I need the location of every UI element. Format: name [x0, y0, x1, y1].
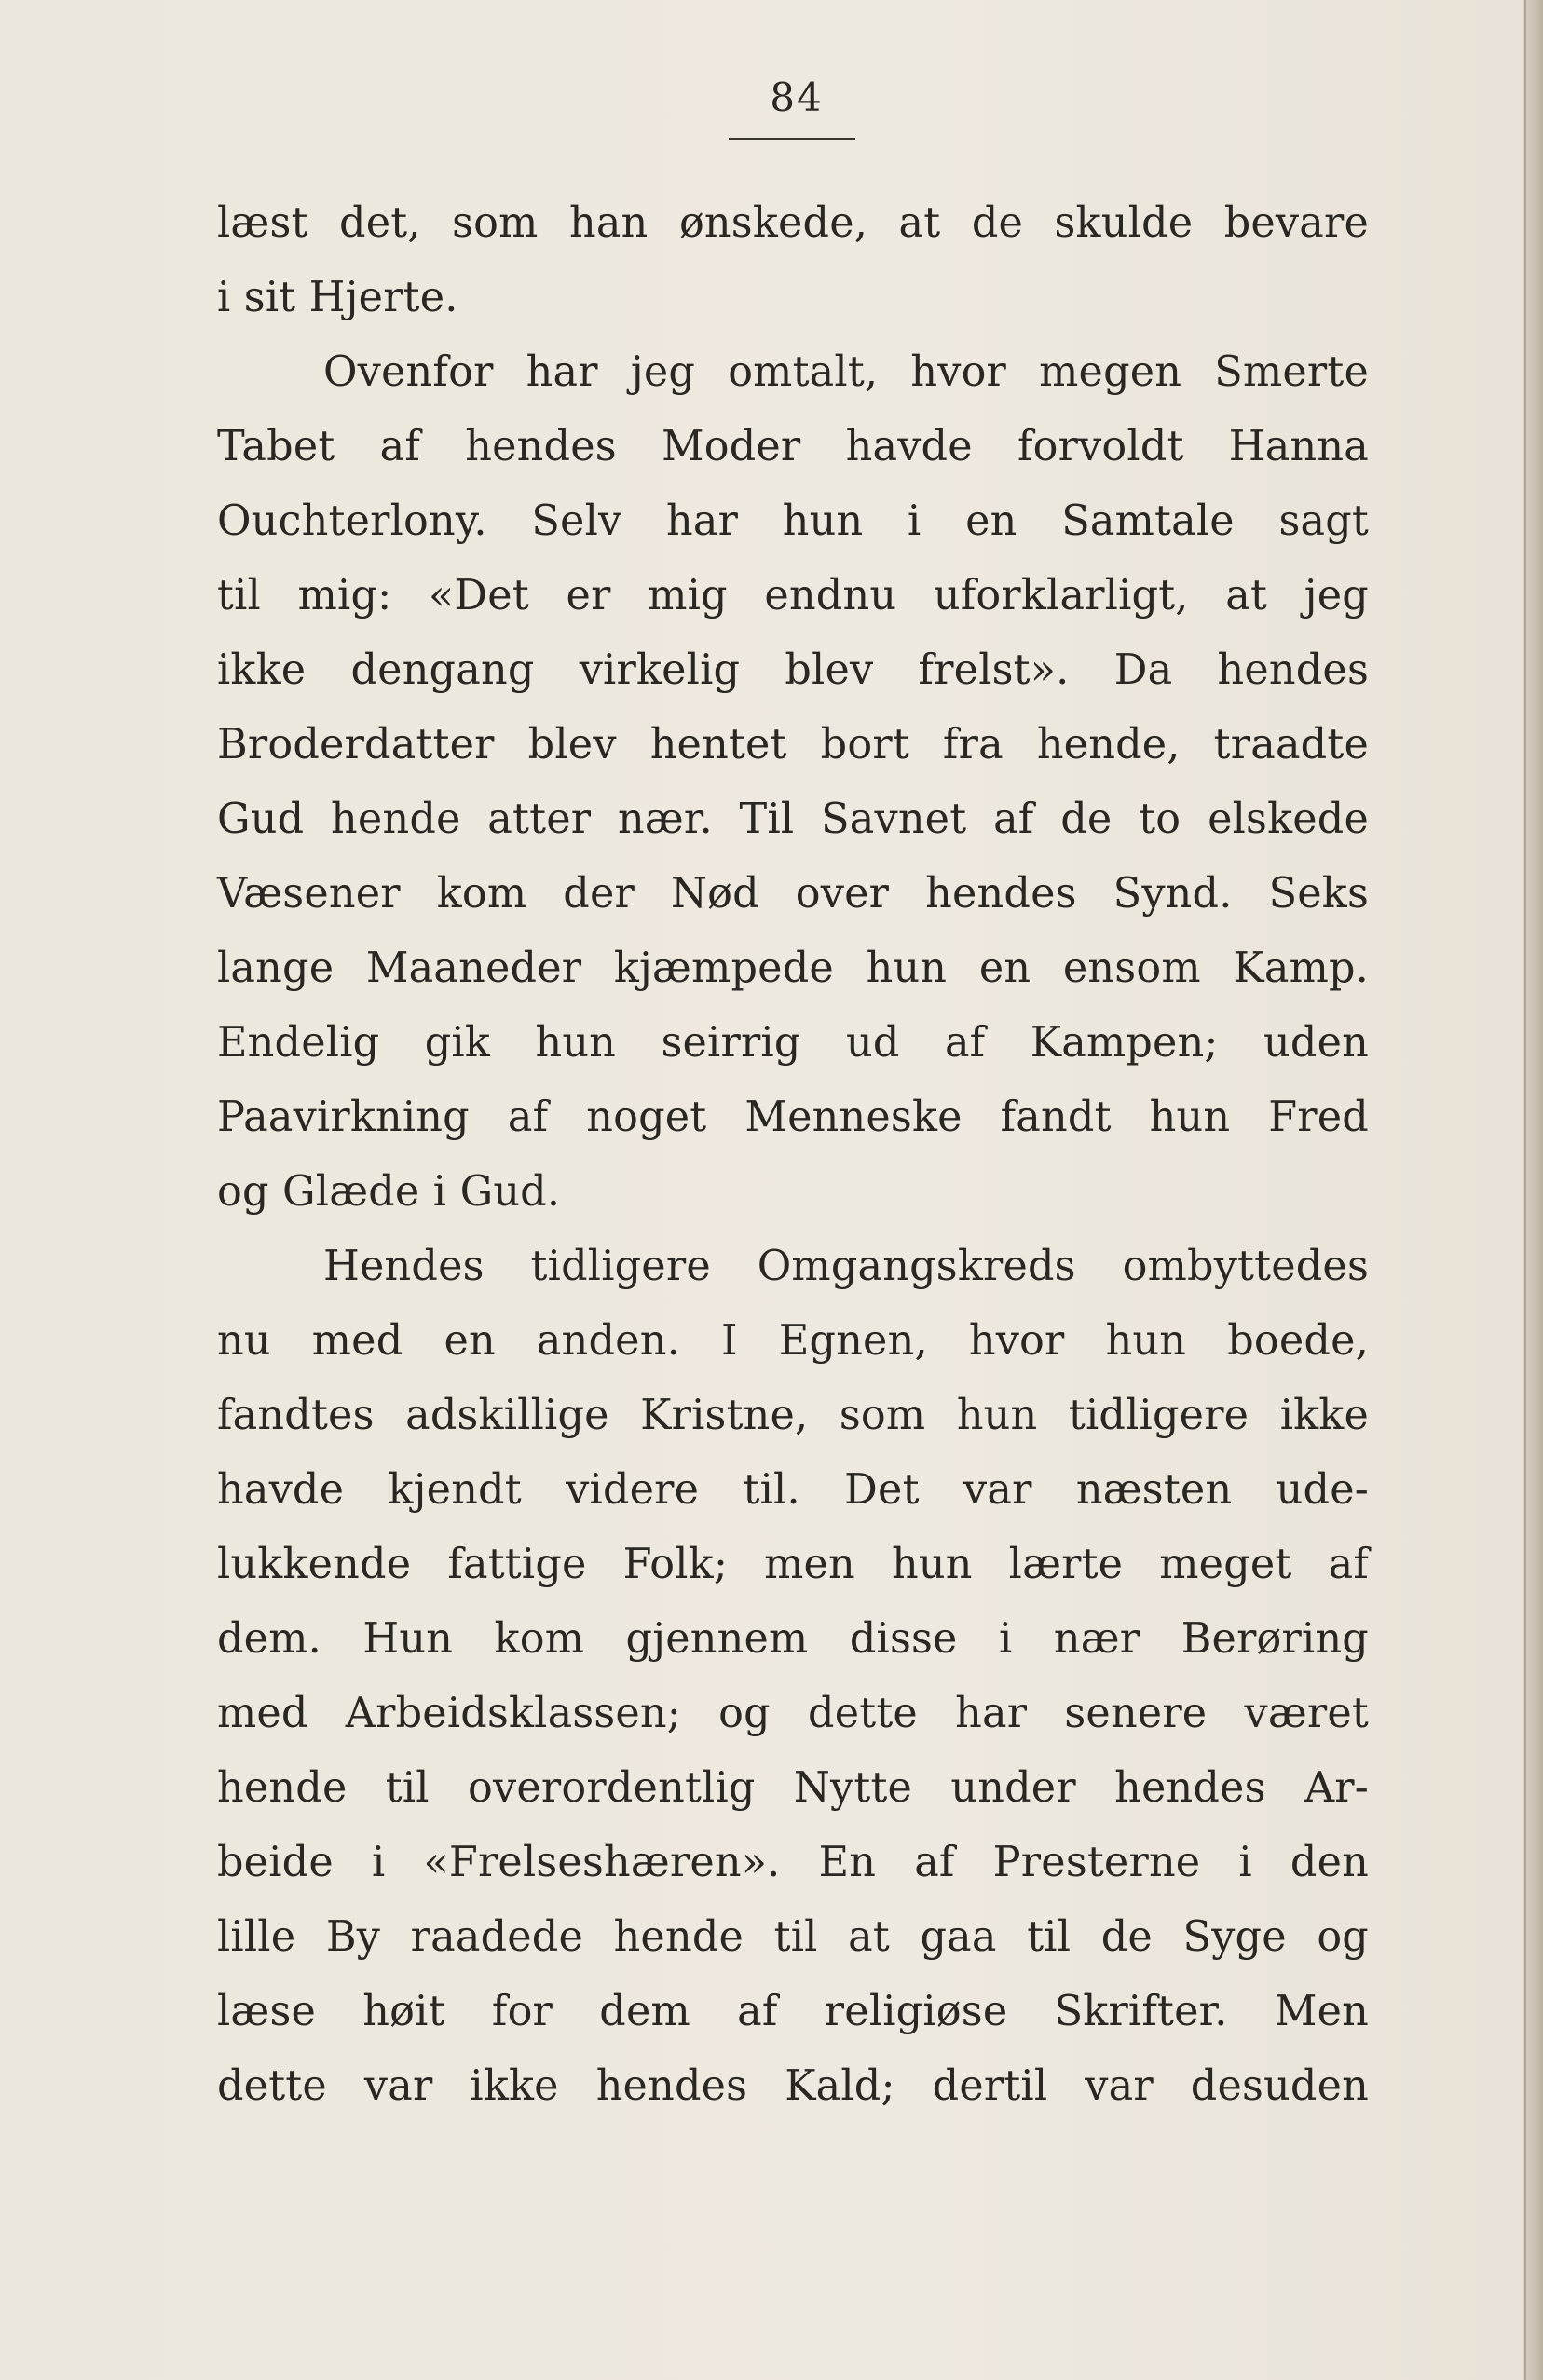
text-line: havde kjendt videre til. Det var næsten ude- [217, 1466, 1369, 1514]
text-line: til mig: «Det er mig endnu uforklarligt, at jeg [217, 572, 1369, 619]
text-line: Paavirkning af noget Menneske fandt hun Fred [217, 1094, 1369, 1141]
text-line: ikke dengang virkelig blev frelst». Da hendes [217, 646, 1369, 694]
text-line: hende til overordentlig Nytte under hendes Ar- [217, 1764, 1369, 1812]
page-edge-line [1524, 0, 1526, 2380]
text-line: Ovenfor har jeg omtalt, hvor megen Smerte [323, 348, 1369, 396]
text-line: Endelig gik hun seirrig ud af Kampen; uden [217, 1019, 1369, 1067]
text-line: dette var ikke hendes Kald; dertil var desuden [217, 2062, 1369, 2110]
page-number-rule [729, 138, 855, 140]
text-line: beide i «Frelseshæren». En af Presterne i den [217, 1839, 1369, 1886]
text-line: Hendes tidligere Omgangskreds ombyttedes [323, 1243, 1369, 1290]
text-line: og Glæde i Gud. [217, 1168, 561, 1216]
text-line: Ouchterlony. Selv har hun i en Samtale sagt [217, 497, 1369, 545]
text-line: dem. Hun kom gjennem disse i nær Berøring [217, 1615, 1369, 1663]
text-line: læst det, som han ønskede, at de skulde bevare [217, 199, 1369, 247]
text-line: fandtes adskillige Kristne, som hun tidligere ikke [217, 1392, 1369, 1439]
text-line: Broderdatter blev hentet bort fra hende, traadte [217, 721, 1369, 768]
text-line: lukkende fattige Folk; men hun lærte meget af [217, 1541, 1369, 1588]
text-line: med Arbeidsklassen; og dette har senere været [217, 1690, 1369, 1737]
text-line: lange Maaneder kjæmpede hun en ensom Kamp. [217, 945, 1369, 992]
text-line: Væsener kom der Nød over hendes Synd. Seks [217, 870, 1369, 918]
text-line: nu med en anden. I Egnen, hvor hun boede, [217, 1317, 1369, 1365]
text-line: Gud hende atter nær. Til Savnet af de to elskede [217, 796, 1369, 843]
body-text [217, 186, 1369, 2124]
text-line: lille By raadede hende til at gaa til de Syge og [217, 1913, 1369, 1961]
page-number: 84 [770, 75, 824, 120]
text-line: læse høit for dem af religiøse Skrifter. Men [217, 1988, 1369, 2035]
text-line: Tabet af hendes Moder havde forvoldt Hanna [217, 423, 1369, 470]
text-line: i sit Hjerte. [217, 274, 458, 321]
